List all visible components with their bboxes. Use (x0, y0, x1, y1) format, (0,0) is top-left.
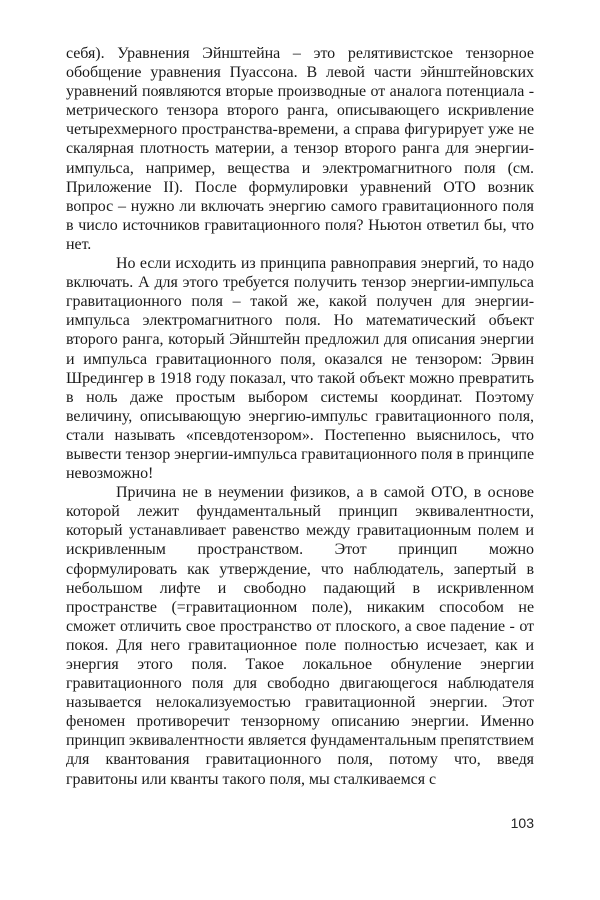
page-number: 103 (510, 815, 534, 831)
paragraph-1: себя). Уравнения Эйнштейна – это релятивистское тензорное обобщение уравнения Пуассона. В левой части эйнштейновских уравнений появляются вторые производные от аналога потенциала - метрического тензора второго ранга, описывающего искривление четырехмерного пространства-времени, а справа фигурирует уже не скалярная плотность материи, а тензор второго ранга для энергии-импульса, например, вещества и электромагнитного поля (см. Приложение II). После формулировки уравнений ОТО возник вопрос – нужно ли включать энергию самого гравитационного поля в число источников гравитационного поля? Ньютон ответил бы, что нет. (66, 45, 534, 253)
paragraph-3: Причина не в неумении физиков, а в самой ОТО, в основе которой лежит фундаментальный принцип эквивалентности, который устанавливает равенство между гравитационным полем и искривленным пространством. Этот принцип можно сформулировать как утверждение, что наблюдатель, запертый в небольшом лифте и свободно падающий в искривленном пространстве (=гравитационном поле), никаким способом не сможет отличить свое пространство от плоского, а свое падение - от покоя. Для него гравитационное поле полностью исчезает, как и энергия этого поля. Такое локальное обнуление энергии гравитационного поля для свободно двигающегося наблюдателя называется нелокализуемостью гравитационной энергии. Этот феномен противоречит тензорному описанию энергии. Именно принцип эквивалентности является фундаментальным препятствием для квантования гравитационного поля, потому что, введя гравитоны или кванты такого поля, мы сталкиваемся с (66, 484, 534, 788)
paragraph-2: Но если исходить из принципа равноправия энергий, то надо включать. А для этого требуется получить тензор энергии-импульса гравитационного поля – такой же, какой получен для энергии-импульса электромагнитного поля. Но математический объект второго ранга, который Эйнштейн предложил для описания энергии и импульса гравитационного поля, оказался не тензором: Эрвин Шредингер в 1918 году показал, что такой объект можно превратить в ноль даже простым выбором системы координат. Поэтому величину, описывающую энергию-импульс гравитационного поля, стали называть «псевдотензором». Постепенно выяснилось, что вывести тензор энергии-импульса гравитационного поля в принципе невозможно! (66, 255, 534, 483)
page-body (66, 44, 534, 789)
